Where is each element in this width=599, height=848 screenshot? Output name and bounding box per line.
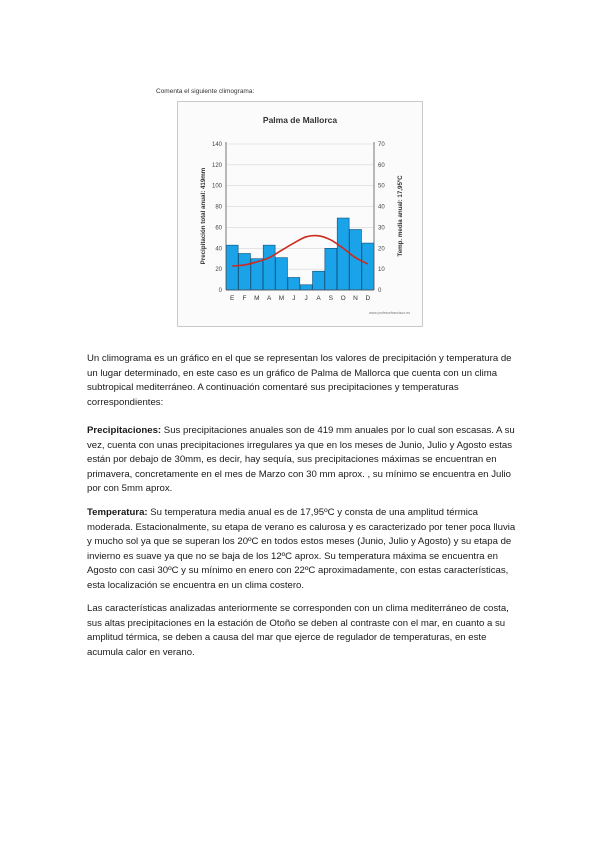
left-tick-label: 20 xyxy=(215,267,222,274)
month-label: A xyxy=(266,295,272,302)
month-label: M xyxy=(278,295,285,302)
precipitation-bar xyxy=(313,271,325,290)
month-label: N xyxy=(353,295,358,302)
month-label: D xyxy=(365,295,371,302)
right-tick-label: 50 xyxy=(378,183,385,190)
precipitation-bar xyxy=(337,218,349,290)
precipitation-bar xyxy=(288,277,300,290)
month-label: J xyxy=(292,295,296,302)
left-tick-label: 120 xyxy=(211,162,222,169)
left-tick-label: 100 xyxy=(211,183,222,190)
right-tick-label: 40 xyxy=(378,204,385,211)
left-tick-label: 0 xyxy=(218,288,222,294)
paragraph-conclusion-text: Las características analizadas anteriormente se corresponden con un clima mediterráneo de costa, sus altas precipitaciones en la estación de Otoño se deben al contraste con el mar, en cuanto a su amplitud térmica, se deben a causa del mar que ejerce de regulador de temperaturas, en este acumula calor en verano. xyxy=(87,603,509,658)
right-tick-label: 10 xyxy=(378,267,385,274)
paragraph-intro-text: Un climograma es un gráfico en el que se representan los valores de precipitación y temperatura de un lugar determinado, en este caso es un gráfico de Palma de Mallorca que cuenta con un clima subtropical mediterráneo. A continuación comentaré sus precipitaciones y temperaturas correspondientes: xyxy=(87,353,512,408)
right-tick-label: 30 xyxy=(378,225,385,232)
left-tick-label: 40 xyxy=(215,246,222,253)
left-axis-ticks xyxy=(212,142,223,294)
left-tick-label: 60 xyxy=(215,225,222,232)
precipitation-bar xyxy=(325,248,337,290)
month-label: E xyxy=(229,295,235,302)
paragraph-precipitation xyxy=(87,424,519,497)
precipitation-heading: Precipitaciones: xyxy=(87,425,162,436)
left-tick-label: 140 xyxy=(211,142,222,148)
precipitation-bar xyxy=(263,245,275,290)
temperature-text: Su temperatura media anual es de 17,95ºC y consta de una amplitud térmica moderada. Estacionalmente, su etapa de verano es calurosa y es caracterizado por tener poca lluvia y mucho sol ya que se superan los 20ºC en todos estos meses (Junio, Julio y Agosto) y su etapa de invierno es suave ya que no se baja de los 12ºC aprox. Su temperatura máxima se encuentra en Agosto con casi 30ºC y su mínimo en enero con 22ºC aproximadamente, con estas características, esta localización se encuentra en un clima costero. xyxy=(87,507,516,591)
month-labels xyxy=(230,295,370,302)
left-axis-label: Precipitación total anual: 419mm xyxy=(200,167,207,265)
right-tick-label: 20 xyxy=(378,246,385,253)
precipitation-text: Sus precipitaciones anuales son de 419 mm anuales por lo cual son escasas. A su vez, cuenta con unas precipitaciones irregulares ya que en los meses de Junio, Julio y Agosto estas están por debajo de 30mm, es decir, hay sequía, sus precipitaciones máximas se encuentran en primavera, concretamente en el mes de Marzo con 30 mm aprox. , su mínimo se encuentra en Julio por con 5mm aprox. xyxy=(87,425,515,495)
right-axis-label: Temp. media anual: 17,95ºC xyxy=(397,175,404,257)
month-label: M xyxy=(254,295,260,302)
paragraph-temperature xyxy=(87,506,519,594)
temperature-heading: Temperatura: xyxy=(87,507,148,518)
chart-source: www.profesorfrancisco.es xyxy=(369,311,410,315)
chart-title: Palma de Mallorca xyxy=(262,115,338,125)
month-label: J xyxy=(304,295,308,302)
right-tick-label: 70 xyxy=(378,142,385,148)
month-label: F xyxy=(242,295,247,302)
right-axis-ticks xyxy=(378,142,385,294)
paragraph-intro xyxy=(87,352,519,410)
caption: Comenta el siguiente climograma: xyxy=(156,88,255,95)
precipitation-bar xyxy=(239,254,251,291)
precipitation-bar xyxy=(300,285,312,290)
climograph xyxy=(177,101,423,327)
climograph-chart xyxy=(178,102,422,326)
month-label: S xyxy=(328,295,334,302)
precipitation-bar xyxy=(362,243,374,290)
month-label: A xyxy=(316,295,321,302)
month-label: O xyxy=(340,295,346,302)
right-tick-label: 0 xyxy=(378,288,382,294)
right-tick-label: 60 xyxy=(378,162,385,169)
precipitation-bar xyxy=(276,258,288,290)
paragraph-conclusion xyxy=(87,602,519,660)
precipitation-bar xyxy=(226,245,238,290)
left-tick-label: 80 xyxy=(215,204,222,211)
